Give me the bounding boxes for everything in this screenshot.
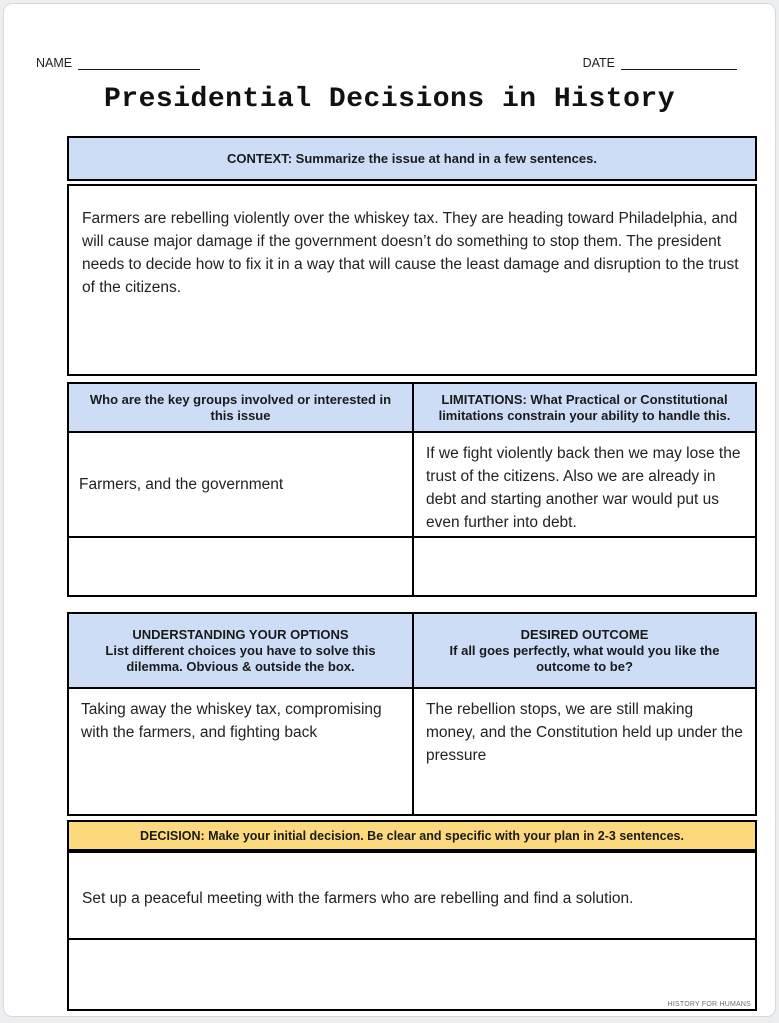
decision-answer-box bbox=[69, 858, 755, 938]
worksheet-body bbox=[67, 136, 757, 1011]
date-field bbox=[583, 56, 737, 70]
decision-header-text: DECISION: Make your initial decision. Be clear and specific with your plan in 2-3 sentences. bbox=[140, 828, 684, 843]
options-header-cell bbox=[69, 614, 412, 687]
decision-empty-box bbox=[69, 938, 755, 1009]
groups-table-header-row bbox=[69, 384, 755, 431]
groups-table-empty-row bbox=[69, 536, 755, 595]
context-header-text: CONTEXT: Summarize the issue at hand in a few sentences. bbox=[227, 150, 597, 166]
decision-answer-text: Set up a peaceful meeting with the farmers who are rebelling and find a solution. bbox=[82, 889, 634, 907]
context-answer-box bbox=[67, 184, 757, 376]
options-answer-cell bbox=[69, 689, 412, 814]
date-blank-line bbox=[621, 56, 737, 70]
name-field bbox=[36, 56, 200, 70]
page-title: Presidential Decisions in History bbox=[104, 84, 675, 115]
key-groups-empty-cell bbox=[69, 538, 412, 595]
outcome-answer-cell bbox=[412, 689, 755, 814]
groups-table-answer-row bbox=[69, 431, 755, 536]
decision-answer-table bbox=[67, 851, 757, 1011]
name-blank-line bbox=[78, 56, 200, 70]
limitations-answer-text: If we fight violently back then we may lose the trust of the citizens. Also we are already in debt and starting another war would put us even further into debt. bbox=[426, 445, 741, 531]
limitations-answer-cell bbox=[412, 433, 755, 536]
context-header bbox=[67, 136, 757, 181]
name-label: NAME bbox=[36, 56, 73, 70]
key-groups-answer-cell bbox=[69, 433, 412, 536]
options-table-answer-row bbox=[69, 687, 755, 814]
limitations-header-cell bbox=[412, 384, 755, 431]
context-answer-text: Farmers are rebelling violently over the whiskey tax. They are heading toward Philadelphia, and will cause major damage if the government doesn’t do something to stop them. The president needs to decide how to fix it in a way that will cause the least damage and disruption to the trust of the citizens. bbox=[82, 210, 739, 296]
key-groups-header-text: Who are the key groups involved or interested in this issue bbox=[89, 391, 392, 423]
decision-header bbox=[67, 820, 757, 851]
outcome-header-title: DESIRED OUTCOME bbox=[520, 626, 649, 642]
footer-credit: HISTORY FOR HUMANS bbox=[667, 1001, 751, 1008]
options-answer-text: Taking away the whiskey tax, compromising with the farmers, and fighting back bbox=[81, 701, 382, 741]
limitations-empty-cell bbox=[412, 538, 755, 595]
key-groups-header-cell bbox=[69, 384, 412, 431]
name-date-row bbox=[36, 56, 737, 70]
outcome-header-cell bbox=[412, 614, 755, 687]
outcome-answer-text: The rebellion stops, we are still making money, and the Constitution held up under the pressure bbox=[426, 701, 743, 764]
worksheet-page bbox=[3, 3, 776, 1017]
groups-limitations-table bbox=[67, 382, 757, 597]
options-outcome-table bbox=[67, 612, 757, 816]
key-groups-answer-text: Farmers, and the government bbox=[79, 476, 284, 493]
options-header-subtitle: List different choices you have to solve this dilemma. Obvious & outside the box. bbox=[105, 642, 376, 674]
limitations-header-text: LIMITATIONS: What Practical or Constitutional limitations constrain your ability to handle this. bbox=[438, 391, 731, 423]
date-label: DATE bbox=[582, 56, 615, 70]
options-table-header-row bbox=[69, 614, 755, 687]
outcome-header-subtitle: If all goes perfectly, what would you like the outcome to be? bbox=[449, 642, 720, 674]
options-header-title: UNDERSTANDING YOUR OPTIONS bbox=[132, 626, 349, 642]
